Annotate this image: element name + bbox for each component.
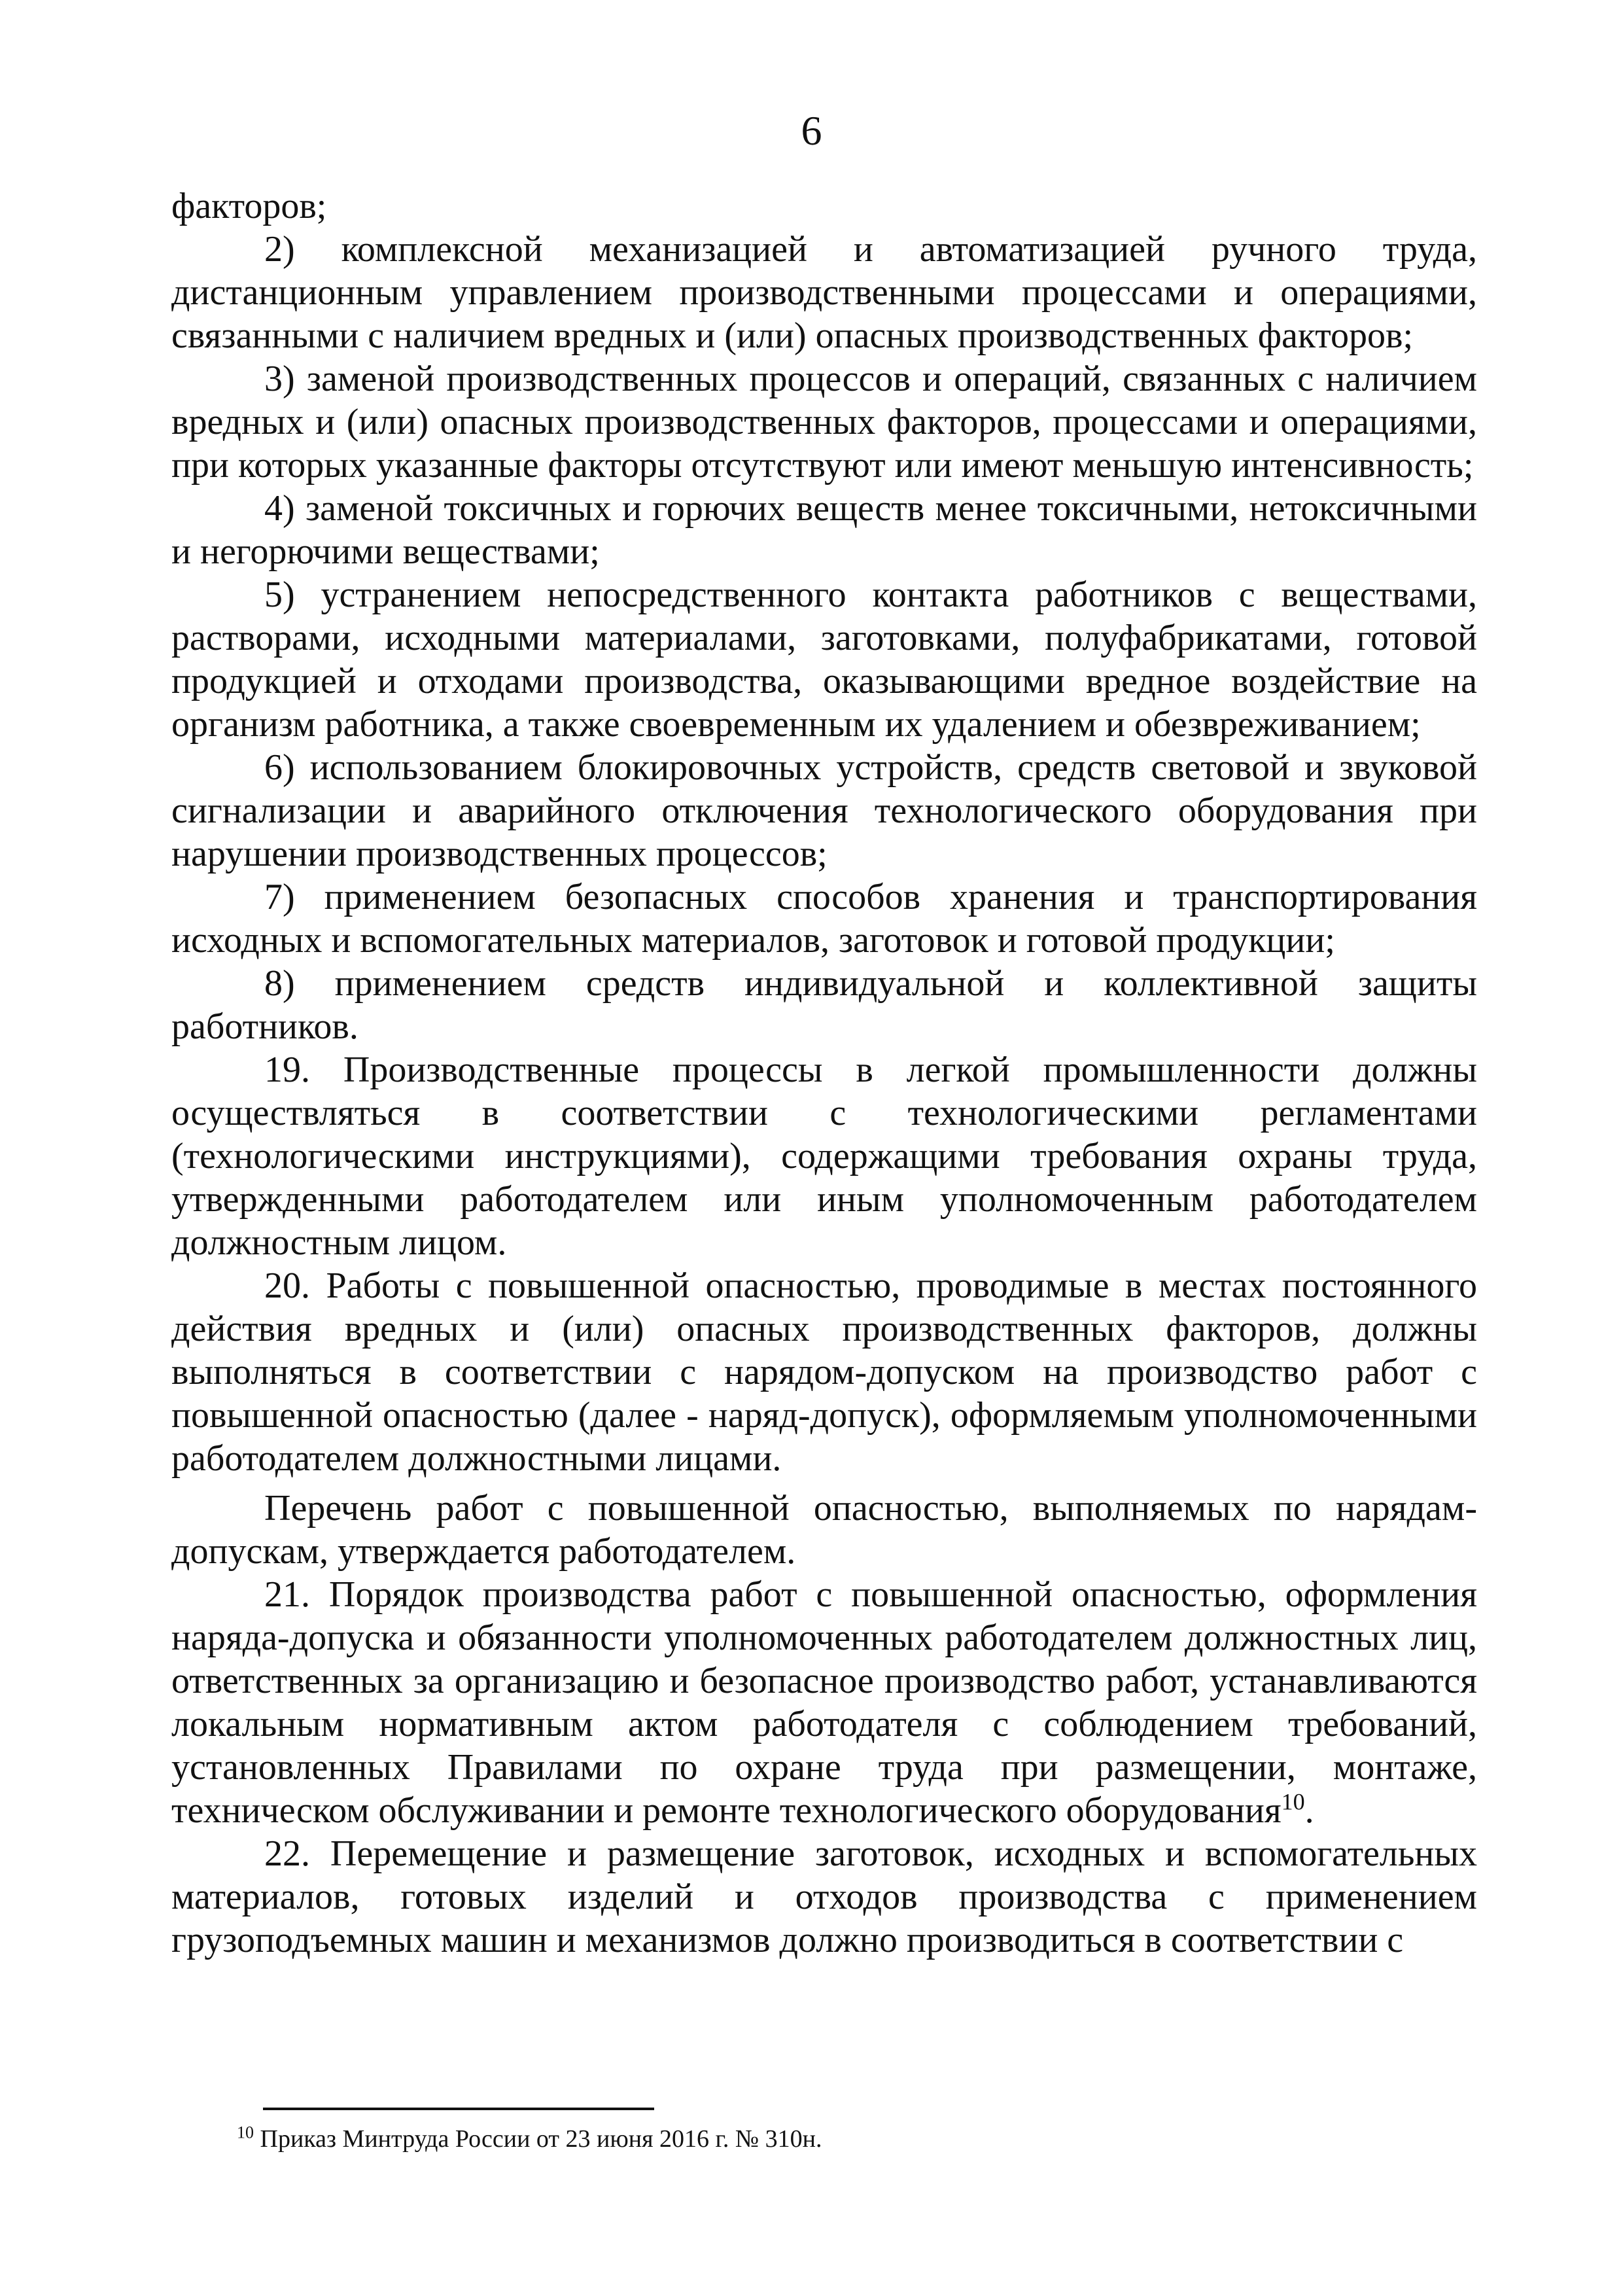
paragraph-continuation: факторов;: [171, 186, 327, 226]
list-item-2: 2) комплексной механизацией и автоматизацией ручного труда, дистанционным управлением производственными процессами и операциями, связанными с наличием вредных и (или) опасных производственных факторов;: [171, 229, 1477, 356]
footnote: [237, 2123, 1414, 2155]
footnote-reference: 10: [1281, 1788, 1305, 1815]
clause-20: 20. Работы с повышенной опасностью, проводимые в местах постоянного действия вредных и (или) опасных производственных факторов, должны выполняться в соответствии с нарядом-допуском на производство работ с повышенной опасностью (далее - наряд-допуск), оформляемым уполномоченными работодателем должностными лицами.: [171, 1265, 1477, 1479]
body-text: [171, 185, 1477, 1962]
clause-22: 22. Перемещение и размещение заготовок, исходных и вспомогательных материалов, готовых изделий и отходов производства с применением грузоподъемных машин и механизмов должно производиться в соответствии с: [171, 1833, 1477, 1960]
list-item-7: 7) применением безопасных способов хранения и транспортирования исходных и вспомогательных материалов, заготовок и готовой продукции;: [171, 877, 1477, 961]
footnote-marker: 10: [237, 2123, 254, 2142]
clause-21-text: 21. Порядок производства работ с повышенной опасностью, оформления наряда-допуска и обязанности уполномоченных работодателем должностных лиц, ответственных за организацию и безопасное производство работ, устанавливаются локальным нормативным актом работодателя с соблюдением требований, установленных Правилами по охране труда при размещении, монтаже, техническом обслуживании и ремонте технологического оборудования: [171, 1574, 1477, 1831]
list-item-4: 4) заменой токсичных и горючих веществ менее токсичными, нетоксичными и негорючими веществами;: [171, 488, 1477, 572]
list-item-8: 8) применением средств индивидуальной и коллективной защиты работников.: [171, 963, 1477, 1047]
list-item-5: 5) устранением непосредственного контакта работников с веществами, растворами, исходными материалами, заготовками, полуфабрикатами, готовой продукцией и отходами производства, оказывающими вредное воздействие на организм работника, а также своевременным их удалением и обезвреживанием;: [171, 574, 1477, 745]
page-number: 6: [801, 107, 822, 154]
clause-21: [171, 1573, 1477, 1832]
clause-20-list-note: Перечень работ с повышенной опасностью, выполняемых по нарядам-допускам, утверждается работодателем.: [171, 1488, 1477, 1572]
clause-21-tail: .: [1304, 1790, 1314, 1831]
footnote-text: Приказ Минтруда России от 23 июня 2016 г. № 310н.: [254, 2125, 822, 2153]
clause-19: 19. Производственные процессы в легкой промышленности должны осуществляться в соответствии с технологическими регламентами (технологическими инструкциями), содержащими требования охраны труда, утвержденными работодателем или иным уполномоченным работодателем должностным лицом.: [171, 1050, 1477, 1263]
list-item-6: 6) использованием блокировочных устройств, средств световой и звуковой сигнализации и аварийного отключения технологического оборудования при нарушении производственных процессов;: [171, 747, 1477, 874]
footnote-separator: [263, 2108, 654, 2110]
list-item-3: 3) заменой производственных процессов и операций, связанных с наличием вредных и (или) опасных производственных факторов, процессами и операциями, при которых указанные факторы отсутствуют или имеют меньшую интенсивность;: [171, 359, 1477, 486]
